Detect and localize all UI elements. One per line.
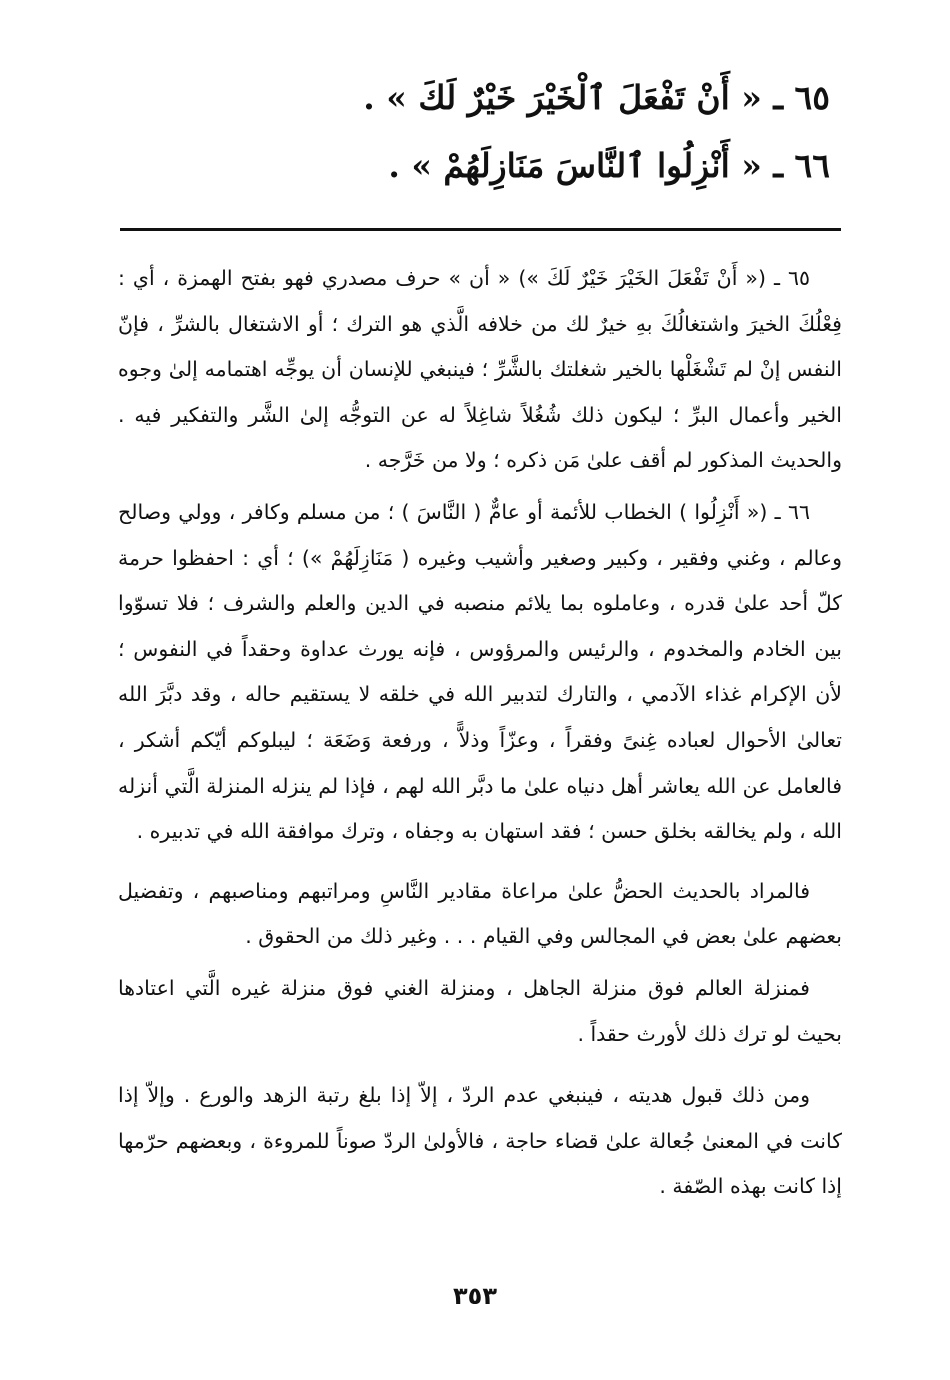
page-number: ٣٥٣ [453, 1282, 497, 1310]
commentary-paragraph-meaning: فالمراد بالحديث الحضُّ علىٰ مراعاة مقادير النَّاسِ ومراتبهم ومناصبهم ، وتفضيل بعضهم علىٰ بعض في المجالس وفي القيام . . . وغير ذلك من الحقوق . [118, 878, 842, 949]
hadith-text-66: ٦٦ ـ « أَنْزِلُوا ٱلنَّاسَ مَنَازِلَهُمْ » . [388, 146, 830, 185]
commentary-paragraph-66: ٦٦ ـ (« أَنْزِلُوا ) الخطاب للأئمة أو عامٌّ ( النَّاسَ ) ؛ من مسلم وكافر ، وولي وصالح وعالم ، وغني وفقير ، وكبير وصغير وأشيب وغيره ( مَنَازِلَهُمْ ») ؛ أي : احفظوا حرمة كلّ أحد علىٰ قدره ، وعاملوه بما يلائم منصبه في الدين والعلم والشرف ؛ فلا تسوّوا بين الخادم والمخدوم ، والرئيس والمرؤوس ، فإنه يورث عداوة وحقداً في النفوس ؛ لأن الإكرام غذاء الآدمي ، والتارك لتدبير الله في خلقه لا يستقيم حاله ، وقد دبَّرَ الله تعالىٰ الأحوال لعباده غِنىً وفقراً ، وعزّاً وذلاًّ ، ورفعة وَضَعَة ؛ ليبلوكم أيّكم أشكر ، فالعامل عن الله يعاشر أهل دنياه علىٰ ما دبَّر الله لهم ، فإذا لم ينزله المنزلة الَّتي أنزله الله ، ولم يخالقه بخلق حسن ؛ فقد استهان به وجفاه ، وترك موافقة الله في تدبيره . [118, 499, 842, 844]
commentary-paragraph-65: ٦٥ ـ (« أَنْ تَفْعَلَ الخَيْرَ خَيْرٌ لَكَ ») « أن » حرف مصدري فهو بفتح الهمزة ، أي : فِعْلُكَ الخيرَ واشتغالُكَ بهِ خيرٌ لك من خلافه الَّذي هو الترك ؛ أو الاشتغال بالشرِّ ، فإنّ النفس إنْ لم تَشْغَلْها بالخير شغلتك بالشَّرِّ ؛ فينبغي للإنسان أن يوجِّه اهتمامه إلىٰ وجوه الخير وأعمال البرِّ ؛ ليكون ذلك شُغُلاً شاغِلاً له عن التوجُّه إلىٰ الشَّر والتفكير فيه . والحديث المذكور لم أقف علىٰ مَن ذكره ؛ ولا من خَرَّجه . [118, 266, 842, 473]
hadith-text-65: ٦٥ ـ « أَنْ تَفْعَلَ ٱلْخَيْرَ خَيْرٌ لَكَ » . [363, 78, 830, 117]
commentary-body [118, 256, 842, 1210]
separator-rule [120, 228, 841, 231]
commentary-paragraph-ranks: فمنزلة العالم فوق منزلة الجاهل ، ومنزلة الغني فوق منزلة غيره الَّتي اعتادها بحيث لو ترك ذلك لأورث حقداً . [118, 975, 842, 1046]
commentary-paragraph-gifts: ومن ذلك قبول هديته ، فينبغي عدم الردّ ، إلاّ إذا بلغ رتبة الزهد والورع . وإلاّ إذا كانت في المعنىٰ جُعالة علىٰ قضاء حاجة ، فالأولىٰ الردّ صوناً للمروءة ، وبعضهم حرّمها إذا كانت بهذه الصّفة . [118, 1083, 842, 1199]
